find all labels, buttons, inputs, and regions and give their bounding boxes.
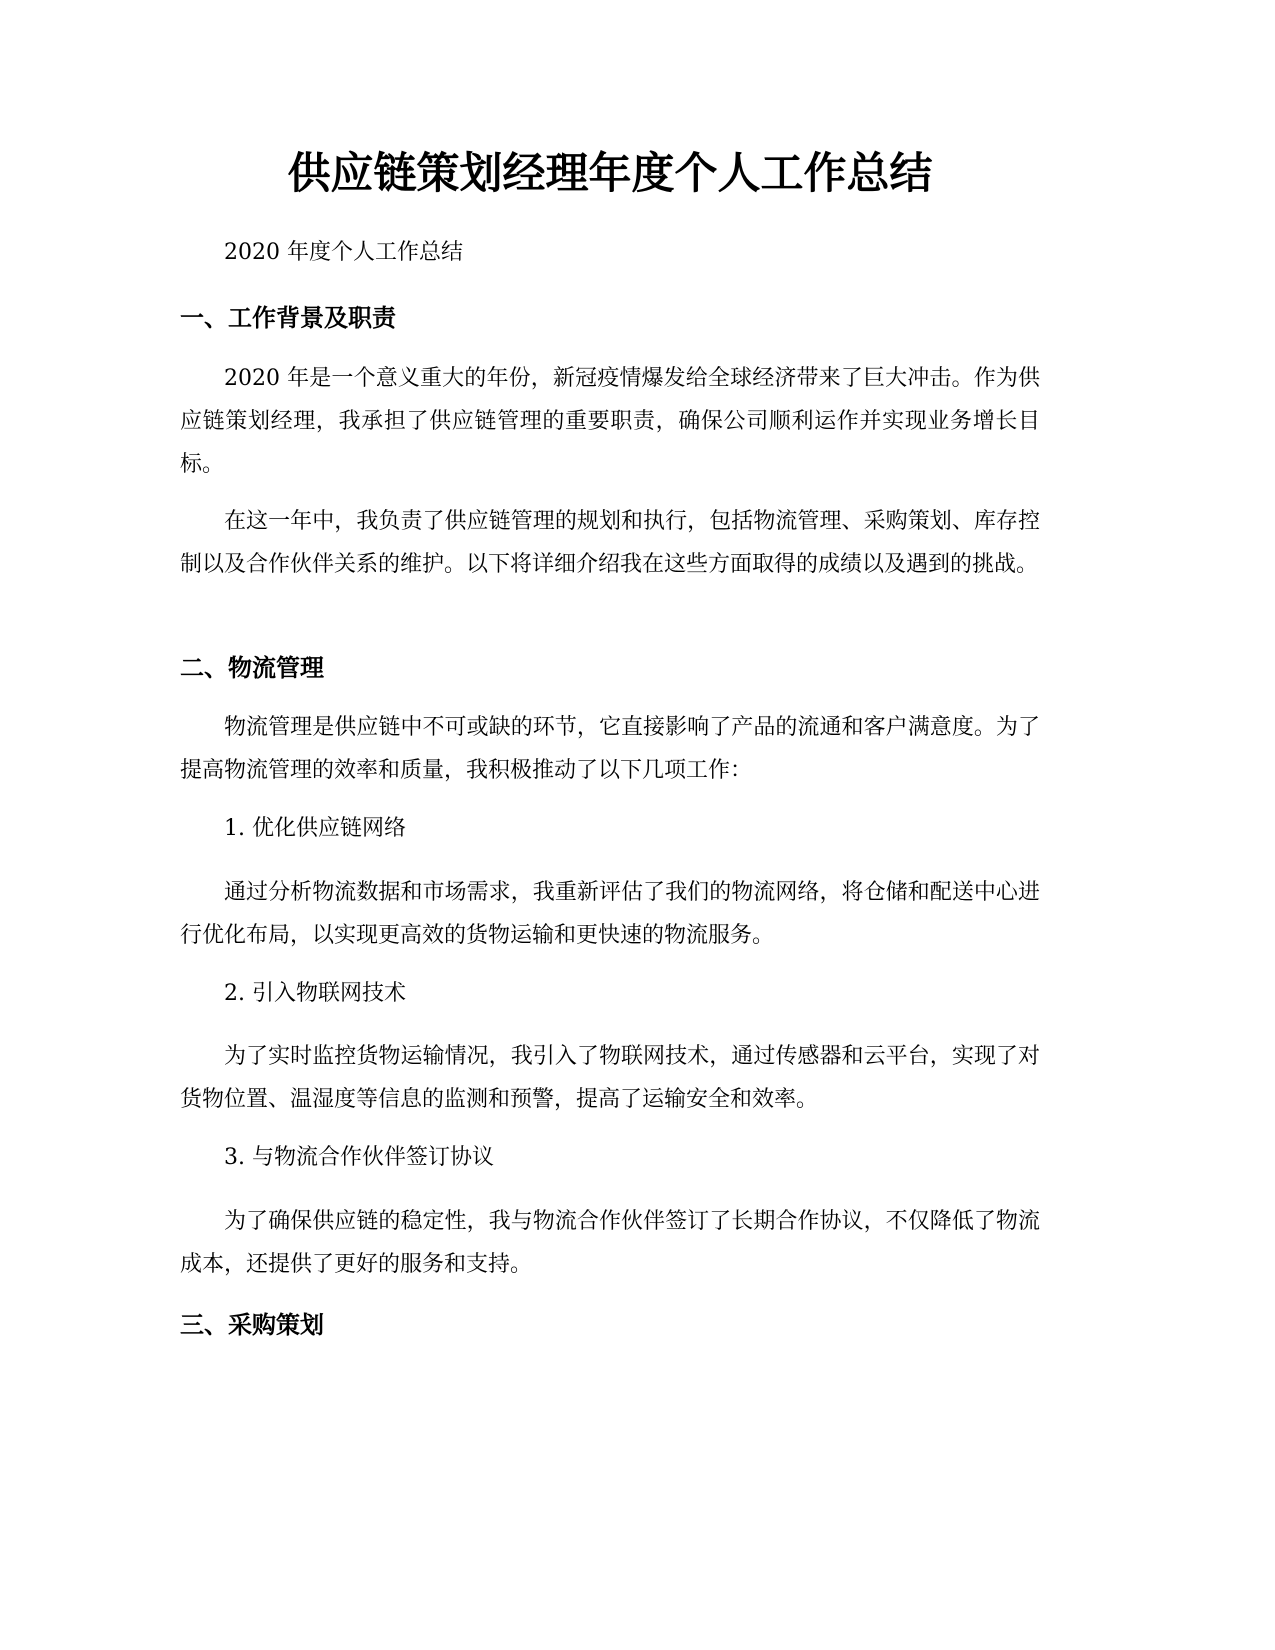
document-subtitle: 2020 年度个人工作总结 (224, 240, 463, 265)
list-item-text-2: 为了实时监控货物运输情况，我引入了物联网技术，通过传感器和云平台，实现了对货物位置、温湿度等信息的监测和预警，提高了运输安全和效率。 (180, 1044, 1040, 1112)
list-item-label-3: 3. 与物流合作伙伴签订协议 (224, 1145, 494, 1170)
list-item-label-1: 1. 优化供应链网络 (224, 816, 406, 841)
section-heading-3: 三、采购策划 (180, 1311, 324, 1339)
section-heading-2: 二、物流管理 (180, 654, 324, 682)
section-heading-1: 一、工作背景及职责 (180, 304, 396, 332)
list-item-text-1: 通过分析物流数据和市场需求，我重新评估了我们的物流网络，将仓储和配送中心进行优化布局，以实现更高效的货物运输和更快速的物流服务。 (180, 880, 1040, 948)
list-item-text-3: 为了确保供应链的稳定性，我与物流合作伙伴签订了长期合作协议，不仅降低了物流成本，还提供了更好的服务和支持。 (180, 1209, 1040, 1277)
section-2-intro: 物流管理是供应链中不可或缺的环节，它直接影响了产品的流通和客户满意度。为了提高物流管理的效率和质量，我积极推动了以下几项工作： (180, 715, 1040, 783)
list-item-label-2: 2. 引入物联网技术 (224, 981, 406, 1006)
section-1-paragraph-2: 在这一年中，我负责了供应链管理的规划和执行，包括物流管理、采购策划、库存控制以及合作伙伴关系的维护。以下将详细介绍我在这些方面取得的成绩以及遇到的挑战。 (180, 509, 1040, 577)
document-title: 供应链策划经理年度个人工作总结 (287, 149, 933, 199)
section-1-paragraph-1: 2020 年是一个意义重大的年份，新冠疫情爆发给全球经济带来了巨大冲击。作为供应链策划经理，我承担了供应链管理的重要职责，确保公司顺利运作并实现业务增长目标。 (180, 366, 1040, 477)
